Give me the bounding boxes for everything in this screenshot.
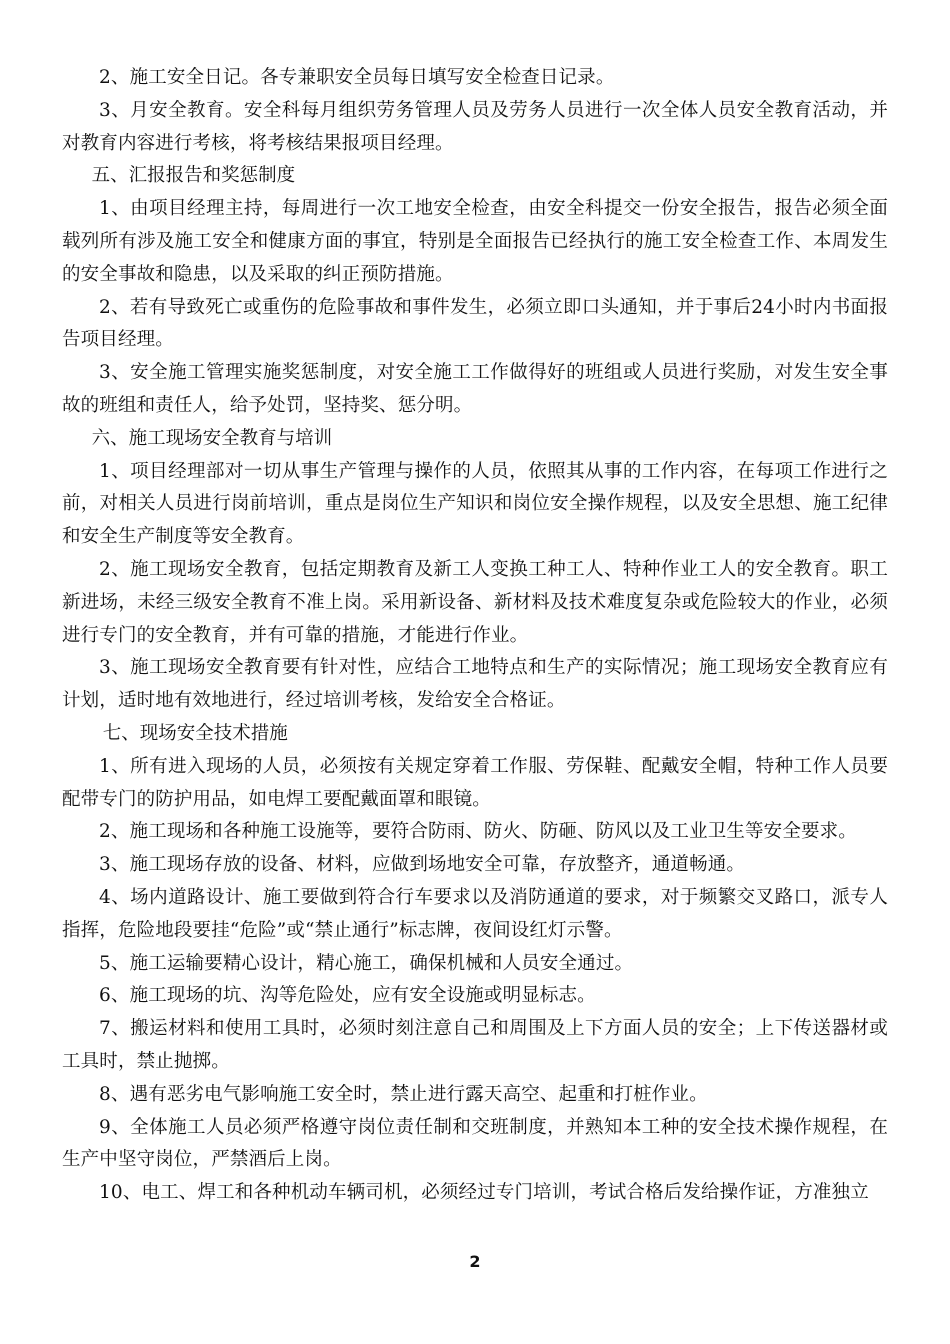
paragraph-s6-1: 1、项目经理部对一切从事生产管理与操作的人员，依照其从事的工作内容，在每项工作进行之前，对相关人员进行岗前培训，重点是岗位生产知识和岗位安全操作规程，以及安全思想、施工纪律和安全生产制度等安全教育。 — [62, 460, 888, 548]
paragraph-s7-3: 3、施工现场存放的设备、材料，应做到场地安全可靠，存放整齐，通道畅通。 — [99, 854, 746, 876]
paragraph-s7-5: 5、施工运输要精心设计，精心施工，确保机械和人员安全通过。 — [99, 952, 634, 974]
paragraph-s7-2: 2、施工现场和各种施工设施等，要符合防雨、防火、防砸、防风以及工业卫生等安全要求。 — [99, 821, 857, 843]
document-page — [62, 62, 888, 1210]
paragraph-s5-3: 3、安全施工管理实施奖惩制度，对安全施工工作做得好的班组或人员进行奖励，对发生安全事故的班组和责任人，给予处罚，坚持奖、惩分明。 — [62, 362, 888, 416]
paragraph-s7-8: 8、遇有恶劣电气影响施工安全时，禁止进行露天高空、起重和打桩作业。 — [99, 1083, 708, 1105]
paragraph-s7-9: 9、全体施工人员必须严格遵守岗位责任制和交班制度，并熟知本工种的安全技术操作规程，在生产中坚守岗位，严禁酒后上岗。 — [62, 1116, 888, 1171]
paragraph-s7-7: 7、搬运材料和使用工具时，必须时刻注意自己和周围及上下方面人员的安全；上下传送器材或工具时，禁止抛掷。 — [62, 1018, 888, 1072]
paragraph-s4-2: 2、施工安全日记。各专兼职安全员每日填写安全检查日记录。 — [99, 67, 615, 88]
paragraph-s4-3: 3、月安全教育。安全科每月组织劳务管理人员及劳务人员进行一次全体人员安全教育活动，并对教育内容进行考核，将考核结果报项目经理。 — [62, 99, 888, 154]
paragraph-s7-6: 6、施工现场的坑、沟等危险处，应有安全设施或明显标志。 — [99, 985, 596, 1007]
page-number: 2 — [469, 1252, 481, 1271]
section-heading-6: 六、施工现场安全教育与培训 — [91, 427, 333, 449]
paragraph-s7-10: 10、电工、焊工和各种机动车辆司机，必须经过专门培训，考试合格后发给操作证，方准独立 — [99, 1182, 869, 1204]
section-heading-7: 七、现场安全技术措施 — [102, 722, 288, 744]
paragraph-s5-2: 2、若有导致死亡或重伤的危险事故和事件发生，必须立即口头通知，并于事后24小时内书面报告项目经理。 — [62, 296, 888, 351]
paragraph-s5-1: 1、由项目经理主持，每周进行一次工地安全检查，由安全科提交一份安全报告，报告必须全面载列所有涉及施工安全和健康方面的事宜，特别是全面报告已经执行的施工安全检查工作、本周发生的安全事故和隐患，以及采取的纠正预防措施。 — [62, 198, 888, 285]
section-heading-5: 五、汇报报告和奖惩制度 — [91, 165, 296, 187]
paragraph-s7-1: 1、所有进入现场的人员，必须按有关规定穿着工作服、劳保鞋、配戴安全帽，特种工作人员要配带专门的防护用品，如电焊工要配戴面罩和眼镜。 — [62, 755, 888, 810]
paragraph-s7-4: 4、场内道路设计、施工要做到符合行车要求以及消防通道的要求，对于频繁交叉路口，派专人指挥，危险地段要挂“危险”或“禁止通行”标志牌，夜间设红灯示警。 — [62, 886, 888, 941]
paragraph-s6-3: 3、施工现场安全教育要有针对性，应结合工地特点和生产的实际情况；施工现场安全教育应有计划，适时地有效地进行，经过培训考核，发给安全合格证。 — [62, 657, 888, 712]
paragraph-s6-2: 2、施工现场安全教育，包括定期教育及新工人变换工种工人、特种作业工人的安全教育。职工新进场，未经三级安全教育不准上岗。采用新设备、新材料及技术难度复杂或危险较大的作业，必须进行专门的安全教育，并有可靠的措施，才能进行作业。 — [62, 558, 888, 646]
